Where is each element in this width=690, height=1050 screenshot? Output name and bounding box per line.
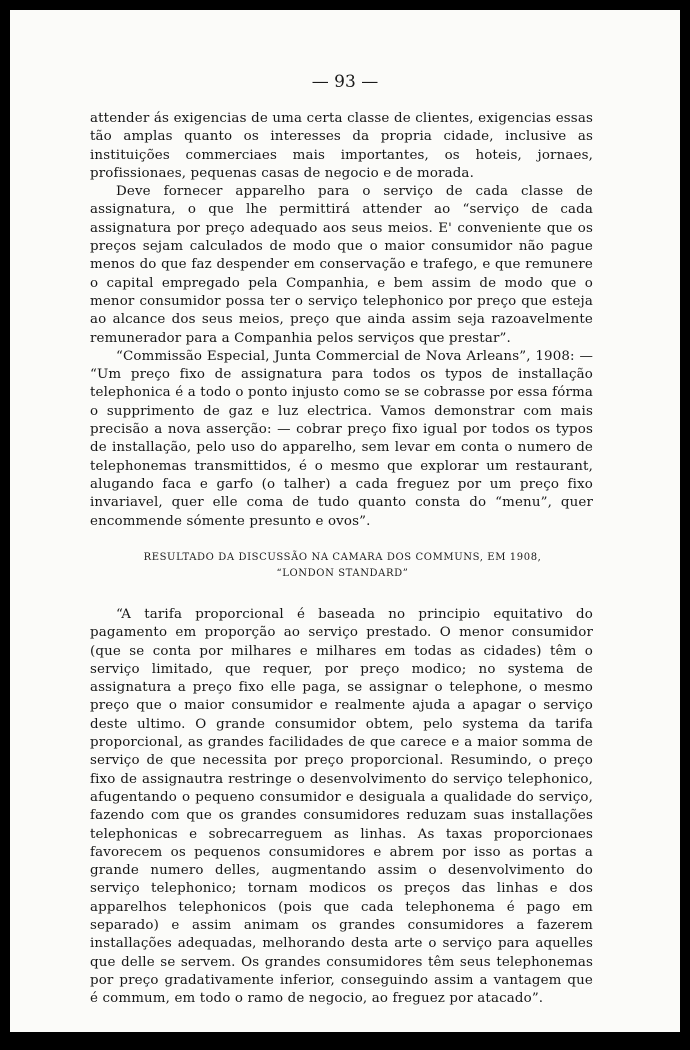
book-page [10,10,680,1032]
paragraph: Deve fornecer apparelho para o serviço de cada classe de assignatura, o que lhe permittirá attender ao “serviço de cada assignatura por preço adequado aos seus meios. E' conveniente que os preços sejam calculados de modo que o maior consumidor não pague menos do que faz despender em conservação e trafego, e que remunere o capital empregado pela Companhia, e bem assim de modo que o menor consumidor possa ter o serviço telephonico por preço que esteja ao alcance dos seus meios, preço que ainda assim seja razoavelmente remunerador para a Companhia pelos serviços que prestar”. [90,184,593,346]
section-heading [70,550,615,582]
body-text-top [90,110,593,531]
section-heading-line-2: “LONDON STANDARD” [276,568,409,579]
body-text-bottom [90,606,593,1009]
paragraph: “A tarifa proporcional é baseada no principio equitativo do pagamento em proporção ao serviço prestado. O menor consumidor (que se conta por milhares e milhares em todas as cidades) têm o serviço limitado, que requer, por preço modico; no systema de assignatura a preço fixo elle paga, se assignar o telephone, o mesmo preço que o maior consumidor e realmente ajuda a apagar o serviço deste ultimo. O grande consumidor obtem, pelo systema da tarifa proporcional, as grandes facilidades de que carece e a maior somma de serviço de que necessita por preço proporcional. Resumindo, o preço fixo de assignautra restringe o desenvolvimento do serviço telephonico, afugentando o pequeno consumidor e desiguala a qualidade do serviço, fazendo com que os grandes consumidores reduzam suas installações telephonicas e sobrecarreguem as linhas. As taxas proporcionaes favorecem os pequenos consumidores e abrem por isso as portas a grande numero delles, augmentando assim o desenvolvimento do serviço telephonico; tornam modicos os preços das linhas e dos apparelhos telephonicos (pois que cada telephonema é pago em separado) e assim animam os grandes consumidores a fazerem installações adequadas, melhorando desta arte o serviço para aquelles que delle se servem. Os grandes consumidores têm seus telephonemas por preço gradativamente inferior, conseguindo assim a vantagem que é commum, em todo o ramo de negocio, ao freguez por atacado”. [90,607,593,1007]
paragraph: attender ás exigencias de uma certa classe de clientes, exigencias essas tão amplas quanto os interesses da propria cidade, inclusive as instituições commerciaes mais importantes, os hoteis, jornaes, profissionaes, pequenas casas de negocio e de morada. [90,111,593,181]
section-heading-line-1: RESULTADO DA DISCUSSÃO NA CAMARA DOS COMMUNS, EM 1908, [143,552,542,563]
page-number: — 93 — [311,72,379,92]
paragraph: “Commissão Especial, Junta Commercial de Nova Arleans”, 1908: — “Um preço fixo de assignatura para todos os typos de installação telephonica é a todo o ponto injusto como se se cobrasse por essa fórma o supprimento de gaz e luz electrica. Vamos demonstrar com mais precisão a nova asserção: — cobrar preço fixo igual por todos os typos de installação, pelo uso do apparelho, sem levar em conta o numero de telephonemas transmittidos, é o mesmo que explorar um restaurant, alugando faca e garfo (o talher) a cada freguez por um preço fixo invariavel, quer elle coma de tudo quanto consta do “menu”, quer encommende sómente presunto e ovos”. [90,348,593,529]
